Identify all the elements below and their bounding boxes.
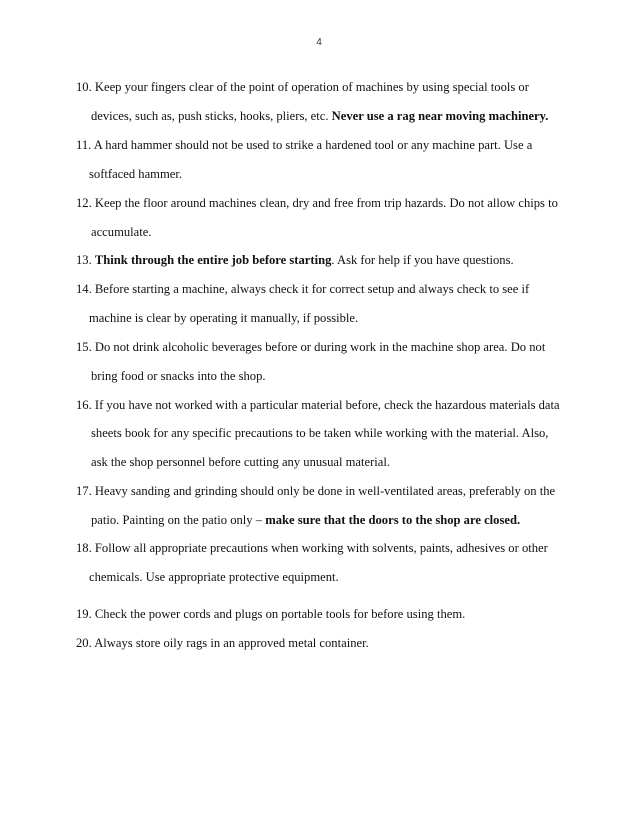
rule-16-line-1: 16. If you have not worked with a particular material before, check the hazardous materials data <box>76 398 560 412</box>
rule-16-line-3: ask the shop personnel before cutting any unusual material. <box>91 455 391 469</box>
rule-11-line-2: softfaced hammer. <box>89 167 183 181</box>
rule-14-line-2: machine is clear by operating it manually, if possible. <box>89 311 359 325</box>
rule-13-text: . Ask for help if you have questions. <box>331 253 514 267</box>
rule-15-line-1: 15. Do not drink alcoholic beverages before or during work in the machine shop area. Do not <box>76 340 546 354</box>
rule-12-line-2: accumulate. <box>91 225 152 239</box>
rule-17-emphasis: make sure that the doors to the shop are closed. <box>265 513 521 527</box>
rule-10-line-1: 10. Keep your fingers clear of the point of operation of machines by using special tools or <box>76 80 529 94</box>
rule-11-line-1: 11. A hard hammer should not be used to strike a hardened tool or any machine part. Use a <box>76 138 533 152</box>
rule-15-line-2: bring food or snacks into the shop. <box>91 369 266 383</box>
rule-12-line-1: 12. Keep the floor around machines clean, dry and free from trip hazards. Do not allow chips to <box>76 196 558 210</box>
rule-19-line-1: 19. Check the power cords and plugs on portable tools for before using them. <box>76 607 466 621</box>
rule-14-line-1: 14. Before starting a machine, always check it for correct setup and always check to see if <box>76 282 530 296</box>
rule-16-line-2: sheets book for any specific precautions to be taken while working with the material. Also, <box>91 426 549 440</box>
rule-17-line-2 <box>91 512 520 528</box>
rule-17-text: patio. Painting on the patio only – <box>91 513 266 527</box>
rule-17-line-1: 17. Heavy sanding and grinding should only be done in well-ventilated areas, preferably on the <box>76 484 556 498</box>
rule-13-emphasis: Think through the entire job before starting <box>94 253 332 267</box>
rule-10-emphasis: Never use a rag near moving machinery. <box>331 109 549 123</box>
rule-18-line-2: chemicals. Use appropriate protective equipment. <box>89 570 339 584</box>
rule-10-line-2 <box>91 108 548 124</box>
rule-18-line-1: 18. Follow all appropriate precautions when working with solvents, paints, adhesives or other <box>76 541 548 555</box>
page-number: 4 <box>316 37 322 48</box>
rule-13-line-1 <box>76 252 514 268</box>
rule-20-line-1: 20. Always store oily rags in an approved metal container. <box>76 636 369 650</box>
rule-13-number: 13. <box>76 253 95 267</box>
rule-10-text: devices, such as, push sticks, hooks, pliers, etc. <box>91 109 332 123</box>
